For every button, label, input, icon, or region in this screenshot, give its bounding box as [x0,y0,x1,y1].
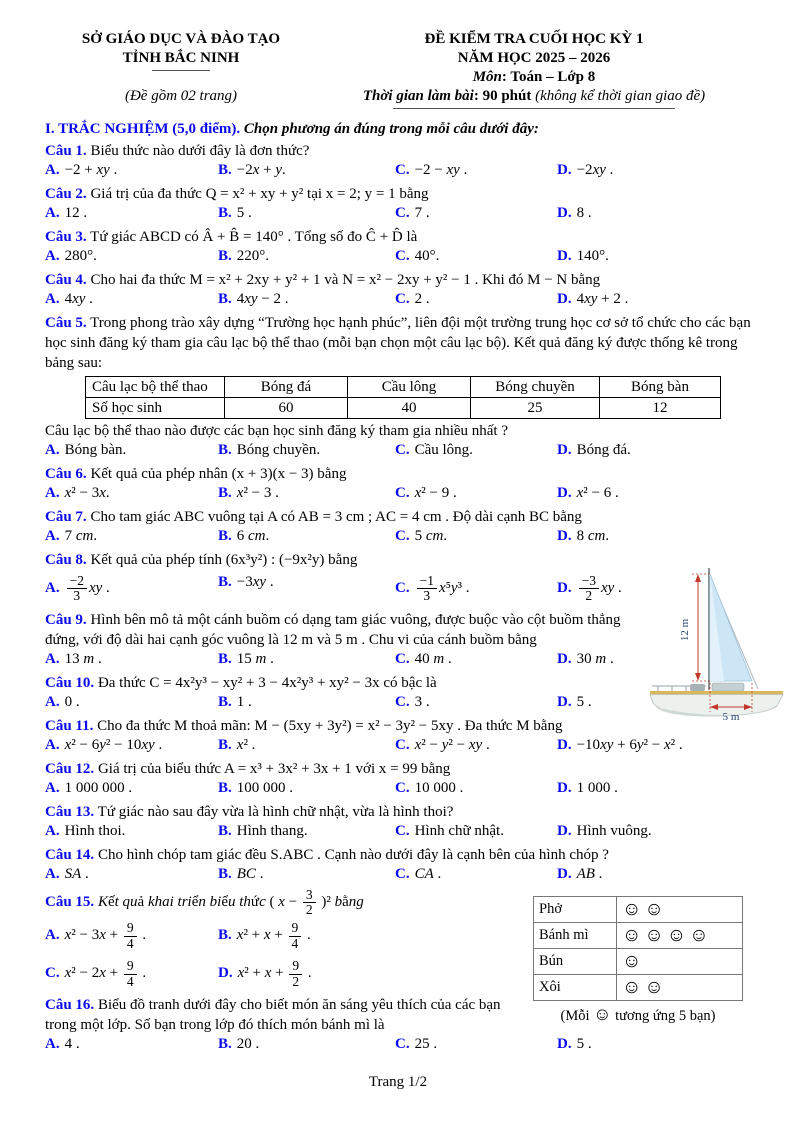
question-12-answers [45,780,751,800]
smiley-icon: ☺ [593,1004,612,1024]
picto-row: Bánh mì ☺☺☺☺ [534,923,743,949]
pictograph-block [533,896,743,1025]
answer-option-c: C. $\frac{-1}{3}$ x⁵y³ . [395,573,470,604]
question-3: Câu 3. Tứ giác ABCD có Â + B̂ = 140° . Tổng số đo Ĉ + D̂ là [45,229,418,245]
question-5-answers [45,442,751,462]
answer-option-c: C. 7 . [395,205,430,221]
answer-option-b: B. Bóng chuyền. [218,442,321,458]
question-13-answers [45,823,751,843]
answer-option-c: C. CA . [395,866,442,882]
answer-option-d: D. Bóng đá. [557,442,631,458]
question-10-answers [45,694,751,714]
question-5: Câu 5. Trong phong trào xây dựng “Trường học hạnh phúc”, liên đội một trường trung học cơ sở tổ chức cho các bạn học sinh đăng ký tham gia câu lạc bộ thể thao (mỗi bạn chọn một câu lạc bộ). Kết quả đăng ký được thống kê trong bảng sau: [45,315,751,371]
answer-option-a: A. 0 . [45,694,80,710]
answer-option-a: A. x² − 6y² − 10xy . [45,737,163,753]
answer-option-d: D. x² − 6 . [557,485,619,501]
answer-option-b: B. −2x + y. [218,162,286,178]
question-5-prompt: Câu lạc bộ thể thao nào được các bạn học sinh đăng ký tham gia nhiều nhất ? [45,423,509,439]
answer-option-d: D. 5 . [557,1036,592,1053]
section-heading [45,119,751,139]
header-left [45,30,317,109]
question-2: Câu 2. Giá trị của đa thức Q = x² + xy + y² tại x = 2; y = 1 bằng [45,186,429,202]
answer-option-c: C. x² − 2x + $\frac{9}{4}$ . [45,958,147,989]
answer-option-a: A. 7 cm. [45,528,98,544]
answer-option-d: D. x² + x + $\frac{9}{2}$ . [218,958,312,989]
smiley-icons: ☺ [617,949,743,975]
answer-option-b: B. 220°. [218,248,270,264]
picto-row: Bún ☺ [534,949,743,975]
table-header-row: Câu lạc bộ thể thao Bóng đá Cầu lông Bóng chuyền Bóng bàn [86,377,721,398]
answer-option-a: A. Hình thoi. [45,823,126,839]
answer-option-d: D. 5 . [557,694,592,710]
answer-option-d: D. 140°. [557,248,609,264]
answer-option-c: C. x² − 9 . [395,485,457,501]
answer-option-a: A. 12 . [45,205,88,221]
question-1: Câu 1. Biểu thức nào dưới đây là đơn thức? [45,143,310,159]
answer-option-a: A. Bóng bàn. [45,442,127,458]
answer-option-a: A. x² − 3x. [45,485,110,501]
sail-width-label: 5 m [722,711,740,722]
subject-value: : Toán – Lớp 8 [501,69,596,85]
cabin-large [712,683,744,691]
time-line [317,87,751,106]
answer-option-b: B. Hình thang. [218,823,308,839]
answer-option-c: C. x² − y² − xy . [395,737,490,753]
picto-row: Xôi ☺☺ [534,975,743,1001]
answer-option-b: B. x² + x + $\frac{9}{4}$ . [218,920,311,951]
answer-option-c: C. 25 . [395,1036,438,1053]
pictograph-table [533,896,743,1001]
answer-option-b: B. BC . [218,866,264,882]
table-data-row: Số học sinh 60 40 25 12 [86,398,721,419]
page-number: Trang 1/2 [368,1074,428,1091]
time-label: Thời gian làm bài [362,88,474,104]
question-6: Câu 6. Kết quả của phép nhân (x + 3)(x − 3) bằng [45,466,347,482]
answer-option-b: B. 15 m . [218,651,274,667]
smiley-icons: ☺☺☺☺ [617,923,743,949]
answer-option-d: D. −2xy . [557,162,614,178]
question-7-answers [45,528,751,548]
answer-option-c: C. Hình chữ nhật. [395,823,504,839]
answer-option-d: D. 4xy + 2 . [557,291,629,307]
answer-option-b: B. 5 . [218,205,252,221]
answer-option-d: D. 1 000 . [557,780,618,796]
question-11: Câu 11. Cho đa thức M thoả mãn: M − (5xy + 3y²) = x² − 3y² − 5xy . Đa thức M bằng [45,718,563,734]
answer-option-b: B. 1 . [218,694,252,710]
pictograph-caption: (Mỗi ☺ tương ứng 5 bạn) [560,1004,716,1024]
answer-option-d: D. $\frac{-3}{2}$ xy . [557,573,622,604]
smiley-icons: ☺☺ [617,975,743,1001]
pages-note: (Đề gồm 02 trang) [124,88,238,104]
question-2-answers [45,205,751,225]
answer-option-d: D. 8 . [557,205,592,221]
school-year: NĂM HỌC 2025 – 2026 [457,50,611,66]
answer-option-d: D. −10xy + 6y² − x² . [557,737,683,753]
sport-club-table [85,376,721,419]
sail-height-label: 12 m [679,618,691,642]
answer-option-c: C. 40°. [395,248,440,264]
question-4-answers [45,291,751,311]
section-title: I. TRẮC NGHIỆM (5,0 điểm). [45,121,241,137]
section-subtitle: Chọn phương án đúng trong mỗi câu dưới đây: [243,121,539,137]
answer-option-b: B. x² − 3 . [218,485,279,501]
answer-option-b: B. −3xy . [218,574,274,590]
question-12: Câu 12. Giá trị của biểu thức A = x³ + 3x² + 3x + 1 với x = 99 bằng [45,761,451,777]
answer-option-c: C. 40 m . [395,651,452,667]
question-15: Câu 15. Kết quả khai triển biểu thức ( x − $\frac{3}{2}$ )² bằng [45,887,364,918]
question-8: Câu 8. Kết quả của phép tính (6x³y²) : (−9x²y) bằng [45,552,358,568]
subject-label: Môn [472,69,502,85]
answer-option-b: B. 4xy − 2 . [218,291,289,307]
subject-line [317,68,751,87]
time-note: (không kể thời gian giao đề) [535,88,706,104]
smiley-icons: ☺☺ [617,897,743,923]
question-4: Câu 4. Cho hai đa thức M = x² + 2xy + y² + 1 và N = x² − 2xy + y² − 1 . Khi đó M − N bằng [45,272,601,288]
answer-option-d: D. 30 m . [557,651,614,667]
answer-option-a: A. 13 m . [45,651,102,667]
exam-header [45,30,751,109]
answer-option-d: D. AB . [557,866,603,882]
answer-option-b: B. 20 . [218,1036,260,1053]
question-16: Câu 16. Biểu đồ tranh dưới đây cho biết món ăn sáng yêu thích của các bạn trong một lớp. Số bạn trong lớp đó thích món bánh mì là [45,997,501,1034]
question-11-answers [45,737,751,757]
answer-option-a: A. −2 + xy . [45,162,118,178]
question-14: Câu 14. Cho hình chóp tam giác đều S.ABC . Cạnh nào dưới đây là cạnh bên của hình chóp ? [45,847,609,863]
answer-option-a: A. SA . [45,866,89,882]
cabin-small [690,684,705,691]
answer-option-c: C. 10 000 . [395,780,464,796]
question-13: Câu 13. Tứ giác nào sau đây vừa là hình chữ nhật, vừa là hình thoi? [45,804,454,820]
question-9: Câu 9. Hình bên mô tả một cánh buồm có dạng tam giác vuông, được buộc vào cột buồm thẳng đứng, với độ dài hai cạnh góc vuông là 12 m và 5 m . Chu vi của cánh buồm bằng [45,612,621,648]
answer-option-a: A. 4xy . [45,291,93,307]
page-content [45,30,751,1092]
question-6-answers [45,485,751,505]
answer-option-c: C. 2 . [395,291,430,307]
answer-option-c: C. Cầu lông. [395,442,473,458]
header-left-rule [152,70,210,71]
question-3-answers [45,248,751,268]
answer-option-c: C. 5 cm. [395,528,448,544]
header-right [317,30,751,109]
province-name: TỈNH BẮC NINH [122,50,240,66]
question-1-answers [45,162,751,182]
answer-option-b: B. 6 cm. [218,528,270,544]
picto-row: Phở ☺☺ [534,897,743,923]
answer-option-d: D. 8 cm. [557,528,610,544]
answer-option-c: C. 3 . [395,694,430,710]
answer-option-a: A. $\frac{-2}{3}$ xy . [45,573,110,604]
answer-option-a: A. 1 000 000 . [45,780,133,796]
question-10: Câu 10. Đa thức C = 4x²y³ − xy² + 3 − 4x²y³ + xy² − 3x có bậc là [45,675,437,691]
question-16-answers [45,1036,751,1056]
answer-option-a: A. 280°. [45,248,97,264]
time-value: : 90 phút [473,88,536,104]
department-name: SỞ GIÁO DỤC VÀ ĐÀO TẠO [81,31,281,47]
question-7: Câu 7. Cho tam giác ABC vuông tại A có AB = 3 cm ; AC = 4 cm . Độ dài cạnh BC bằng [45,509,582,525]
answer-option-a: A. 4 . [45,1036,80,1053]
answer-option-b: B. 100 000 . [218,780,294,796]
answer-option-c: C. −2 − xy . [395,162,468,178]
question-14-answers [45,866,751,886]
question-9-answers [45,651,751,671]
exam-title: ĐỀ KIỂM TRA CUỐI HỌC KỲ 1 [424,31,644,47]
answer-option-b: B. x² . [218,737,256,753]
header-right-rule [393,108,675,109]
answer-option-d: D. Hình vuông. [557,823,652,839]
answer-option-a: A. x² − 3x + $\frac{9}{4}$ . [45,920,147,951]
